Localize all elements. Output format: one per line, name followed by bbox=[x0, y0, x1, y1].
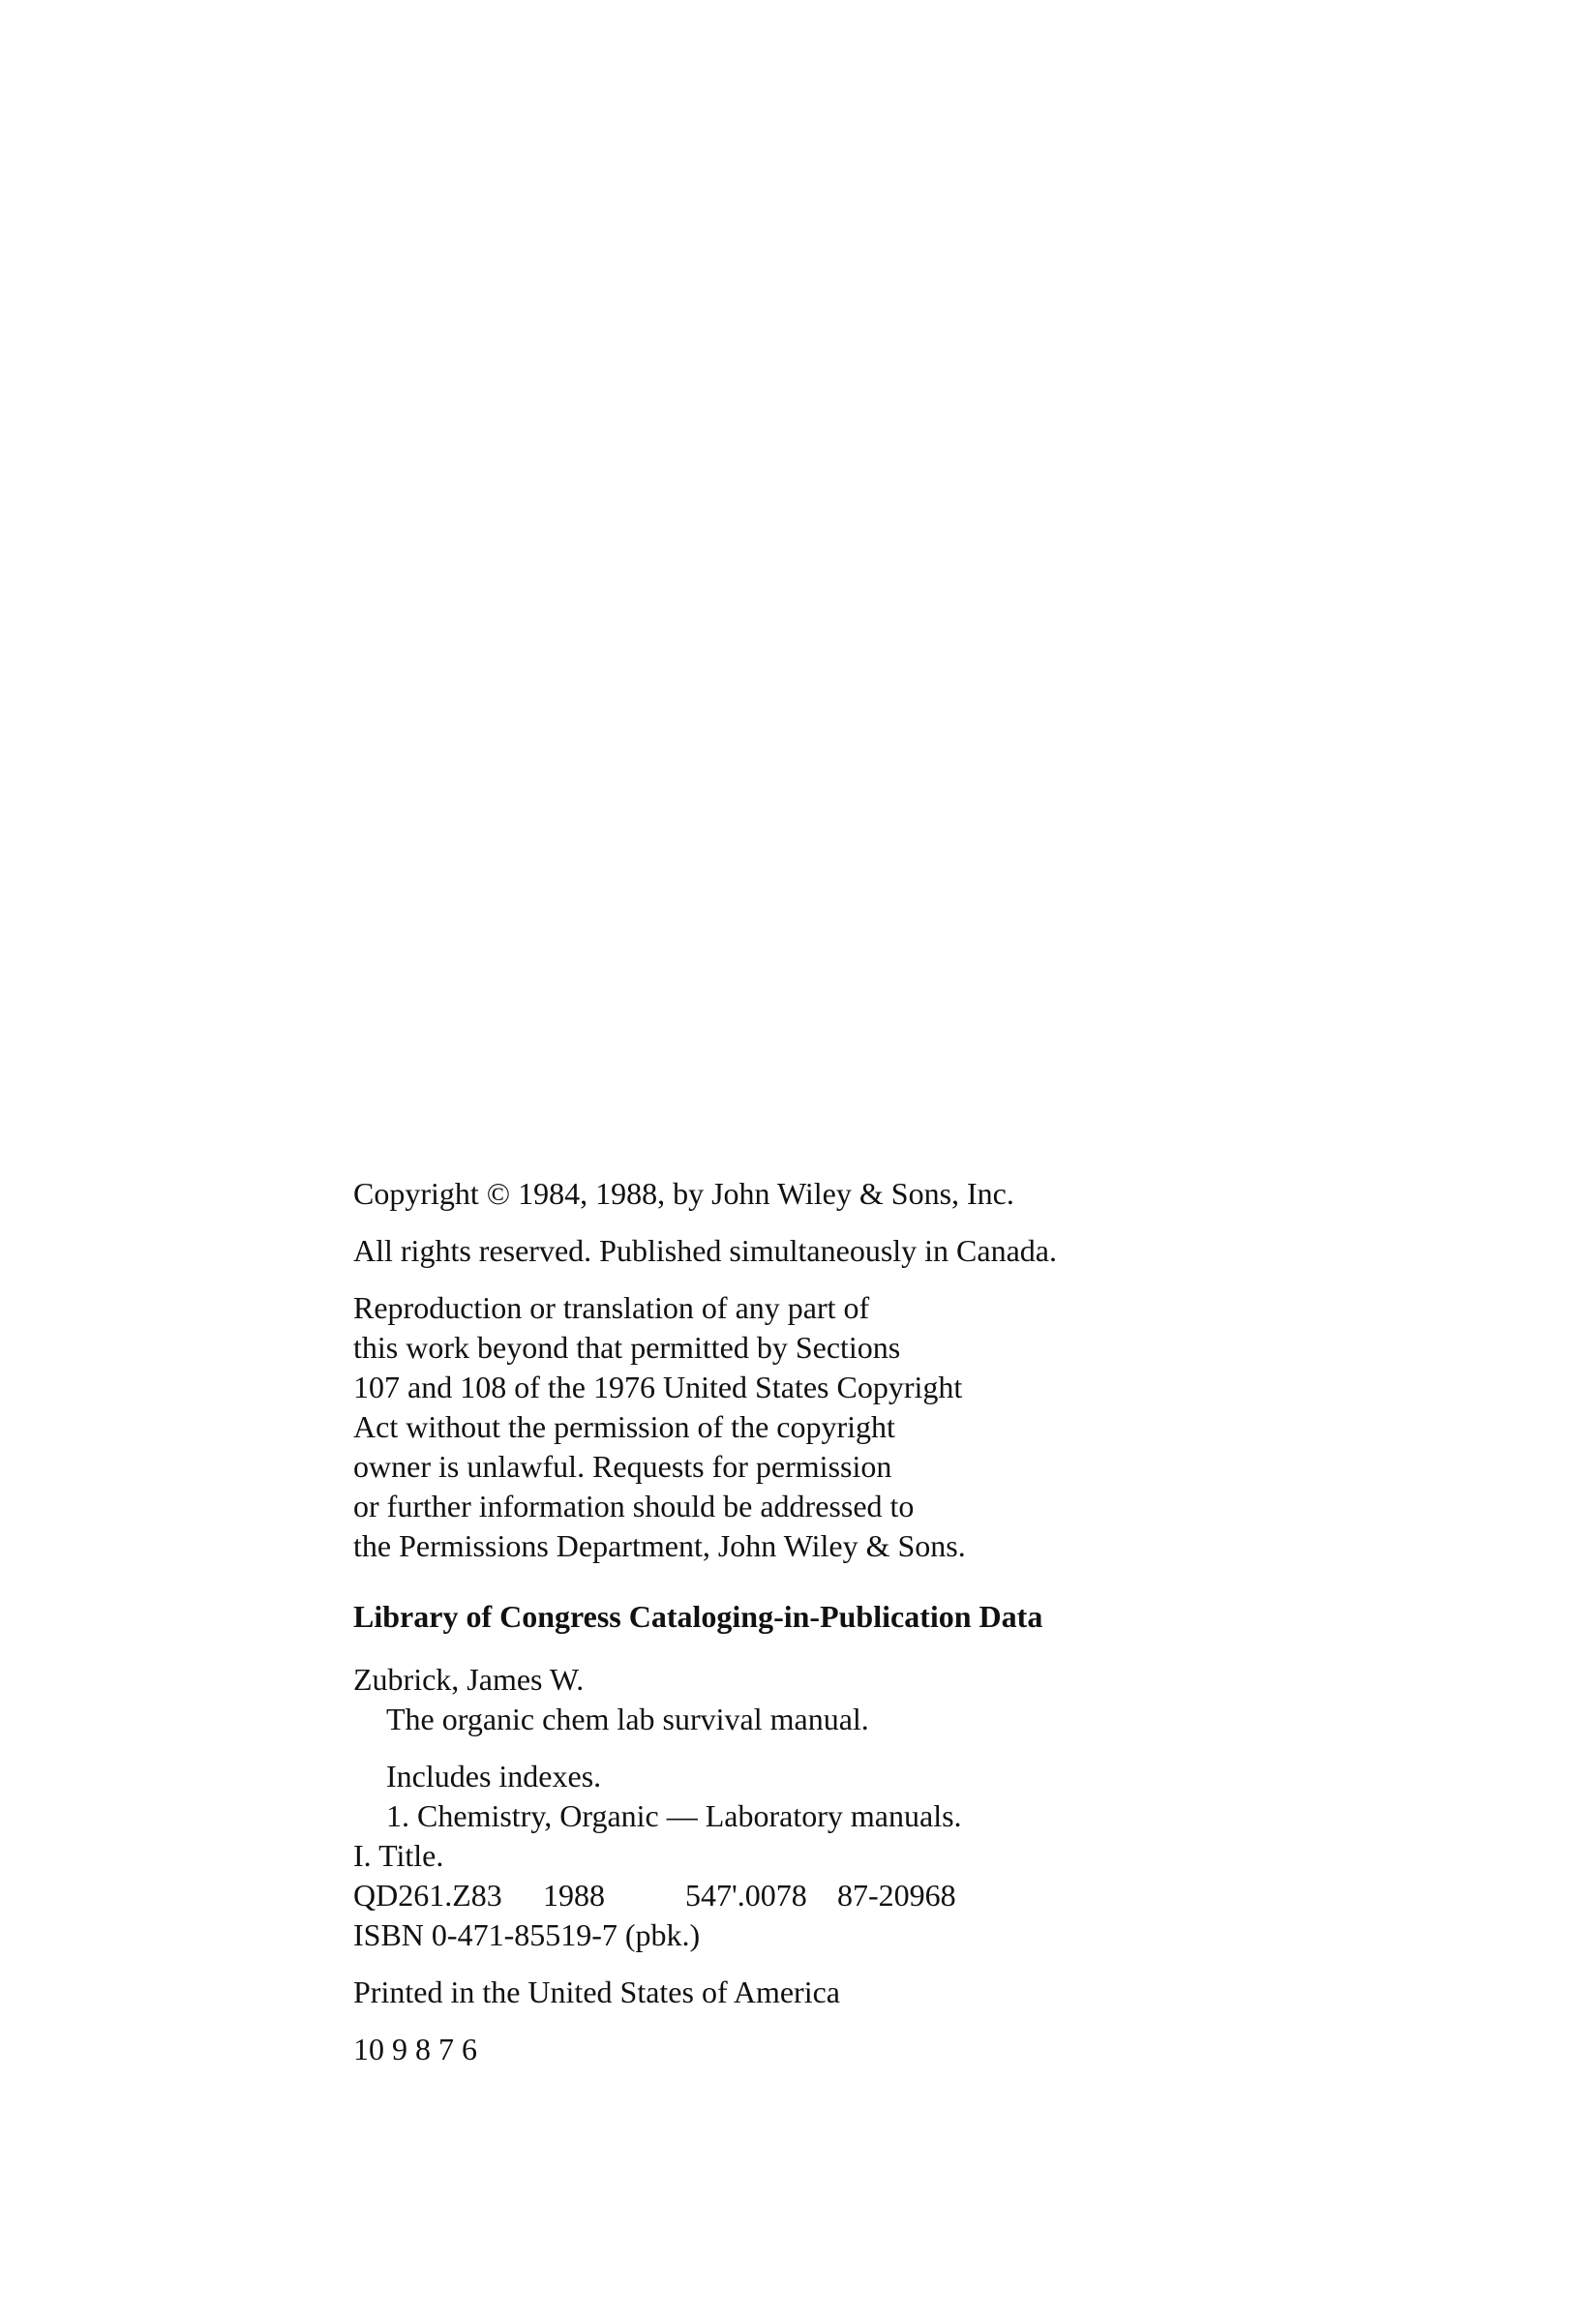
cip-heading: Library of Congress Cataloging-in-Publication Data bbox=[353, 1599, 1043, 1634]
rights-statement: All rights reserved. Published simultaneously in Canada. bbox=[353, 1233, 1057, 1268]
cip-subject: 1. Chemistry, Organic — Laboratory manuals. bbox=[386, 1798, 962, 1833]
cip-note: Includes indexes. bbox=[386, 1759, 602, 1794]
reproduction-line: 107 and 108 of the 1976 United States Copyright bbox=[353, 1370, 963, 1404]
cip-title: The organic chem lab survival manual. bbox=[386, 1702, 869, 1736]
reproduction-line: this work beyond that permitted by Sections bbox=[353, 1330, 901, 1365]
cip-title-entry: I. Title. bbox=[353, 1838, 444, 1873]
cip-author: Zubrick, James W. bbox=[353, 1662, 585, 1697]
cip-isbn: ISBN 0-471-85519-7 (pbk.) bbox=[353, 1917, 701, 1952]
cip-dewey: 547'.0078 bbox=[685, 1878, 807, 1913]
reproduction-line: Reproduction or translation of any part of bbox=[353, 1290, 870, 1325]
reproduction-line: the Permissions Department, John Wiley & Sons. bbox=[353, 1528, 966, 1563]
copyright-notice: Copyright © 1984, 1988, by John Wiley & Sons, Inc. bbox=[353, 1176, 1014, 1211]
reproduction-notice bbox=[353, 1288, 1321, 1566]
cip-year: 1988 bbox=[543, 1878, 605, 1913]
printing-line: 10 9 8 7 6 bbox=[353, 2032, 477, 2066]
reproduction-line: Act without the permission of the copyright bbox=[353, 1409, 895, 1444]
cip-call-number: QD261.Z83 bbox=[353, 1878, 502, 1913]
reproduction-line: or further information should be addressed to bbox=[353, 1489, 915, 1523]
cip-classification-row bbox=[353, 1876, 1321, 1915]
reproduction-line: owner is unlawful. Requests for permission bbox=[353, 1449, 892, 1484]
cip-lccn: 87-20968 bbox=[837, 1878, 956, 1913]
printed-statement: Printed in the United States of America bbox=[353, 1974, 840, 2009]
copyright-block bbox=[353, 1174, 1321, 2069]
